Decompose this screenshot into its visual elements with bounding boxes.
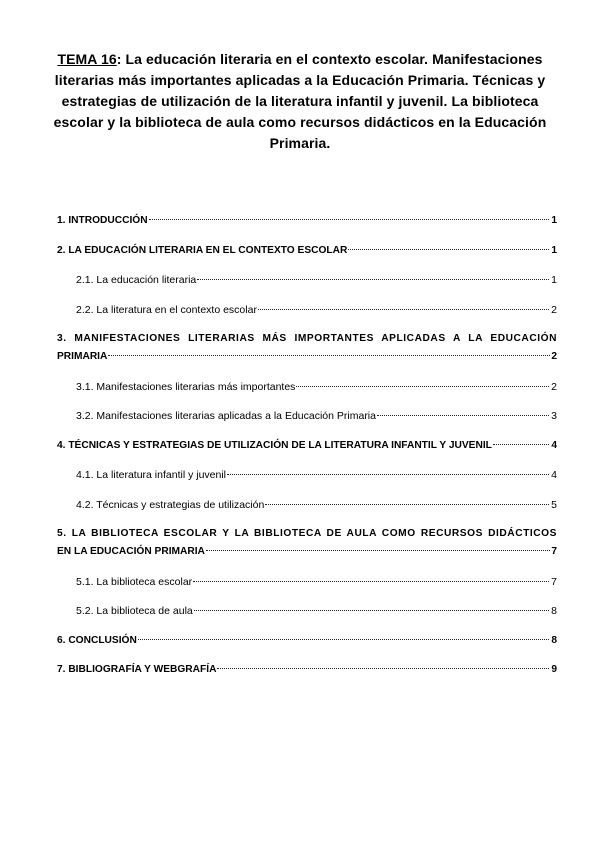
toc-entry-label: 2. LA EDUCACIÓN LITERARIA EN EL CONTEXTO ESCOLAR bbox=[57, 245, 348, 256]
dot-leader bbox=[194, 609, 549, 611]
toc-entry-label: 5.2. La biblioteca de aula bbox=[76, 605, 193, 617]
toc-entry-1[interactable] bbox=[57, 214, 557, 228]
toc-entry-label: 3.1. Manifestaciones literarias más importantes bbox=[76, 381, 296, 393]
dot-leader bbox=[296, 385, 549, 387]
toc-entry-3-1[interactable] bbox=[76, 380, 557, 394]
toc-page-number: 3 bbox=[551, 410, 557, 422]
toc-entry-label: 4.1. La literatura infantil y juvenil bbox=[76, 469, 226, 481]
dot-leader bbox=[197, 278, 549, 280]
toc-page-number: 2 bbox=[551, 351, 557, 362]
toc-entry-2[interactable] bbox=[57, 244, 557, 258]
toc-entry-5[interactable] bbox=[57, 525, 557, 561]
dot-leader bbox=[149, 218, 550, 220]
toc-page-number: 5 bbox=[551, 499, 557, 511]
toc-page-number: 4 bbox=[551, 440, 557, 451]
toc-page-number: 1 bbox=[551, 274, 557, 286]
toc-page-number: 2 bbox=[551, 381, 557, 393]
toc-entry-label: 1. INTRODUCCIÓN bbox=[57, 215, 148, 226]
toc-entry-4-2[interactable] bbox=[76, 498, 557, 512]
toc-page-number: 7 bbox=[551, 576, 557, 588]
toc-entry-label: 5. LA BIBLIOTECA ESCOLAR Y LA BIBLIOTECA DE AULA COMO RECURSOS DIDÁCTICOS bbox=[57, 528, 557, 539]
toc-entry-5-1[interactable] bbox=[76, 575, 557, 589]
toc-page-number: 7 bbox=[551, 546, 557, 557]
toc-entry-3-2[interactable] bbox=[76, 409, 557, 423]
toc-page-number: 9 bbox=[551, 664, 557, 675]
dot-leader bbox=[258, 308, 549, 310]
toc-entry-label: 6. CONCLUSIÓN bbox=[57, 635, 137, 646]
dot-leader bbox=[377, 414, 549, 416]
dot-leader bbox=[493, 443, 549, 445]
toc-entry-label-continued: EN LA EDUCACIÓN PRIMARIA bbox=[57, 546, 205, 557]
dot-leader bbox=[108, 354, 550, 356]
toc-entry-label: 7. BIBLIOGRAFÍA Y WEBGRAFÍA bbox=[57, 664, 217, 675]
toc-entry-label: 4. TÉCNICAS Y ESTRATEGIAS DE UTILIZACIÓN DE LA LITERATURA INFANTIL Y JUVENIL bbox=[57, 440, 492, 451]
toc-entry-label: 2.2. La literatura en el contexto escolar bbox=[76, 304, 257, 316]
toc-page-number: 2 bbox=[551, 304, 557, 316]
toc-entry-label: 2.1. La educación literaria bbox=[76, 274, 197, 286]
title-prefix: TEMA 16 bbox=[57, 51, 117, 67]
toc-page-number: 8 bbox=[551, 605, 557, 617]
toc-page-number: 4 bbox=[551, 469, 557, 481]
dot-leader bbox=[206, 549, 550, 551]
dot-leader bbox=[227, 473, 549, 475]
toc-entry-7[interactable] bbox=[57, 663, 557, 677]
title-text: : La educación literaria en el contexto escolar. Manifestaciones literarias más importantes aplicadas a la Educación Primaria. Técnicas y estrategias de utilización de la literatura infantil y juvenil. La biblioteca escolar y la biblioteca de aula como recursos didácticos en la Educación Primaria. bbox=[53, 51, 547, 151]
toc-page-number: 1 bbox=[551, 215, 557, 226]
toc-entry-label: 3. MANIFESTACIONES LITERARIAS MÁS IMPORTANTES APLICADAS A LA EDUCACIÓN bbox=[57, 333, 557, 344]
toc-entry-4[interactable] bbox=[57, 439, 557, 453]
toc-entry-6[interactable] bbox=[57, 634, 557, 648]
toc-entry-label-continued: PRIMARIA bbox=[57, 351, 108, 362]
toc-entry-label: 5.1. La biblioteca escolar bbox=[76, 576, 193, 588]
toc-page-number: 8 bbox=[551, 635, 557, 646]
document-title bbox=[50, 49, 550, 154]
toc-entry-label: 3.2. Manifestaciones literarias aplicadas a la Educación Primaria bbox=[76, 410, 376, 422]
toc-entry-2-2[interactable] bbox=[76, 303, 557, 317]
toc-entry-3[interactable] bbox=[57, 330, 557, 366]
toc-entry-4-1[interactable] bbox=[76, 468, 557, 482]
toc-entry-2-1[interactable] bbox=[76, 273, 557, 287]
dot-leader bbox=[138, 638, 550, 640]
toc-page-number: 1 bbox=[551, 245, 557, 256]
dot-leader bbox=[193, 580, 549, 582]
toc-entry-label: 4.2. Técnicas y estrategias de utilización bbox=[76, 499, 265, 511]
dot-leader bbox=[217, 667, 549, 669]
toc-entry-5-2[interactable] bbox=[76, 604, 557, 618]
dot-leader bbox=[265, 503, 549, 505]
dot-leader bbox=[348, 248, 549, 250]
